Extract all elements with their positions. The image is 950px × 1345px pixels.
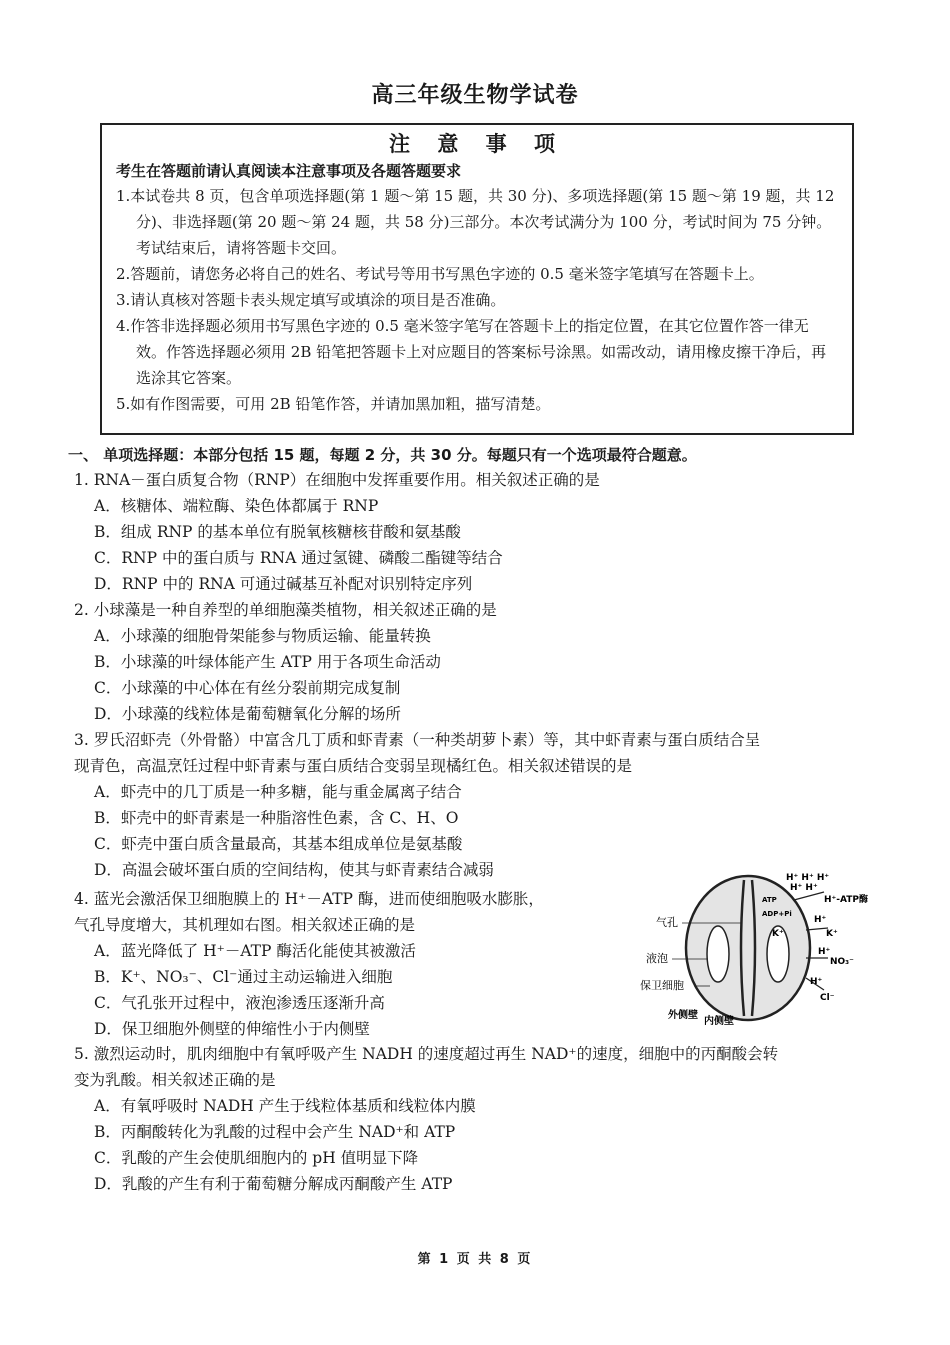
notice-subheading: 考生在答题前请认真阅读本注意事项及各题答题要求 [116, 162, 462, 180]
label-atp: ATP [762, 896, 777, 904]
label-inner-wall: 内侧壁 [704, 1016, 734, 1027]
label-guard-cell: 保卫细胞 [640, 979, 684, 992]
vacuole-left [707, 926, 729, 982]
question-stem: 1. RNA－蛋白质复合物（RNP）在细胞中发挥重要作用。相关叙述正确的是 [74, 471, 600, 489]
option-a: A．蓝光降低了 H⁺－ATP 酶活化能使其被激活 [94, 942, 416, 960]
label-outer-wall: 外侧壁 [668, 1010, 698, 1021]
question-5 [74, 1041, 778, 1197]
question-stem-line-2: 现青色，高温烹饪过程中虾青素与蛋白质结合变弱呈现橘红色。相关叙述错误的是 [74, 757, 633, 775]
label-k-out: K⁺ [826, 929, 838, 939]
option-a: A．虾壳中的几丁质是一种多糖，能与重金属离子结合 [94, 783, 462, 801]
section-heading: 一、 单项选择题：本部分包括 15 题，每题 2 分，共 30 分。每题只有一个选项最符合题意。 [68, 446, 697, 464]
notice-item-4: 4.作答非选择题必须用书写黑色字迹的 0.5 毫米签字笔写在答题卡上的指定位置，在其它位置作答一律无效。作答选择题必须用 2B 铅笔把答题卡上对应题目的答案标号涂黑。如需改动，请用橡皮擦干净后，再选涂其它答案。 [116, 317, 827, 387]
question-stem-line-1: 4. 蓝光会激活保卫细胞膜上的 H⁺－ATP 酶，进而使细胞吸水膨胀， [74, 890, 544, 908]
k-arrow [806, 928, 828, 930]
page-title: 高三年级生物学试卷 [371, 83, 579, 108]
option-d: D．保卫细胞外侧壁的伸缩性小于内侧壁 [94, 1020, 370, 1038]
question-stem-line-2: 气孔导度增大，其机理如右图。相关叙述正确的是 [74, 916, 416, 934]
label-h-no3: H⁺ [818, 947, 831, 957]
option-c: C．乳酸的产生会使肌细胞内的 pH 值明显下降 [94, 1149, 419, 1167]
option-b: B．丙酮酸转化为乳酸的过程中会产生 NAD⁺和 ATP [94, 1123, 456, 1141]
option-b: B．虾壳中的虾青素是一种脂溶性色素，含 C、H、O [94, 809, 459, 827]
option-d: D．RNP 中的 RNA 可通过碱基互补配对识别特定序列 [94, 575, 473, 593]
label-h-top1: H⁺ H⁺ H⁺ [786, 873, 830, 883]
option-c: C．RNP 中的蛋白质与 RNA 通过氢键、磷酸二酯键等结合 [94, 549, 503, 567]
label-h-cl: H⁺ [810, 977, 823, 987]
label-cl: Cl⁻ [820, 993, 835, 1003]
notice-item-2: 2.答题前，请您务必将自己的姓名、考试号等用书写黑色字迹的 0.5 毫米签字笔填写在答题卡上。 [116, 265, 764, 283]
question-1 [74, 467, 600, 597]
option-d: D．小球藻的线粒体是葡萄糖氧化分解的场所 [94, 705, 401, 723]
question-stem-line-1: 3. 罗氏沼虾壳（外骨骼）中富含几丁质和虾青素（一种类胡萝卜素）等，其中虾青素与蛋白质结合呈 [74, 731, 761, 749]
label-k-in: K⁺ [772, 929, 784, 939]
label-adp: ADP+Pi [762, 910, 792, 918]
label-stoma: 气孔 [656, 916, 678, 929]
question-stem-line-1: 5. 激烈运动时，肌肉细胞中有氧呼吸产生 NADH 的速度超过再生 NAD⁺的速度，细胞中的丙酮酸会转 [74, 1045, 779, 1063]
label-h-top2: H⁺ H⁺ [790, 883, 818, 893]
guard-cell-diagram [638, 866, 878, 1036]
option-c: C．气孔张开过程中，液泡渗透压逐渐升高 [94, 994, 385, 1012]
option-c: C．虾壳中蛋白质含量最高，其基本组成单位是氨基酸 [94, 835, 463, 853]
option-b: B．小球藻的叶绿体能产生 ATP 用于各项生命活动 [94, 653, 441, 671]
label-pump: H⁺-ATP酶 [824, 895, 869, 905]
option-b: B．组成 RNP 的基本单位有脱氧核糖核苷酸和氨基酸 [94, 523, 461, 541]
guard-cell-outline [686, 876, 810, 1020]
option-d: D．高温会破坏蛋白质的空间结构，使其与虾青素结合减弱 [94, 861, 494, 879]
page-footer: 第 1 页 共 8 页 [417, 1252, 533, 1267]
notice-box [100, 123, 854, 435]
notice-heading: 注 意 事 项 [389, 132, 565, 156]
question-4 [74, 886, 544, 1042]
question-stem: 2. 小球藻是一种自养型的单细胞藻类植物，相关叙述正确的是 [74, 601, 497, 619]
pump-arrow [794, 892, 824, 900]
notice-item-3: 3.请认真核对答题卡表头规定填写或填涂的项目是否准确。 [116, 291, 506, 309]
option-d: D．乳酸的产生有利于葡萄糖分解成丙酮酸产生 ATP [94, 1175, 453, 1193]
question-2 [74, 597, 497, 727]
label-no3: NO₃⁻ [830, 957, 854, 967]
guard-cell-svg [638, 866, 878, 1036]
question-3 [74, 727, 760, 883]
question-stem-line-2: 变为乳酸。相关叙述正确的是 [74, 1071, 276, 1089]
label-h-right: H⁺ [814, 915, 827, 925]
option-a: A．有氧呼吸时 NADH 产生于线粒体基质和线粒体内膜 [94, 1097, 476, 1115]
option-b: B．K⁺、NO₃⁻、Cl⁻通过主动运输进入细胞 [94, 968, 393, 986]
notice-item-5: 5.如有作图需要，可用 2B 铅笔作答，并请加黑加粗，描写清楚。 [116, 395, 551, 413]
notice-item-1: 1.本试卷共 8 页，包含单项选择题(第 1 题～第 15 题，共 30 分)、多项选择题(第 15 题～第 19 题，共 12 分)、非选择题(第 20 题～第 24 题，共 58 分)三部分。本次考试满分为 100 分，考试时间为 75 分钟。考试结束后，请将答题卡交回。 [116, 187, 835, 257]
label-vacuole: 液泡 [646, 952, 668, 965]
option-a: A．核糖体、端粒酶、染色体都属于 RNP [94, 497, 379, 515]
option-a: A．小球藻的细胞骨架能参与物质运输、能量转换 [94, 627, 431, 645]
option-c: C．小球藻的中心体在有丝分裂前期完成复制 [94, 679, 401, 697]
